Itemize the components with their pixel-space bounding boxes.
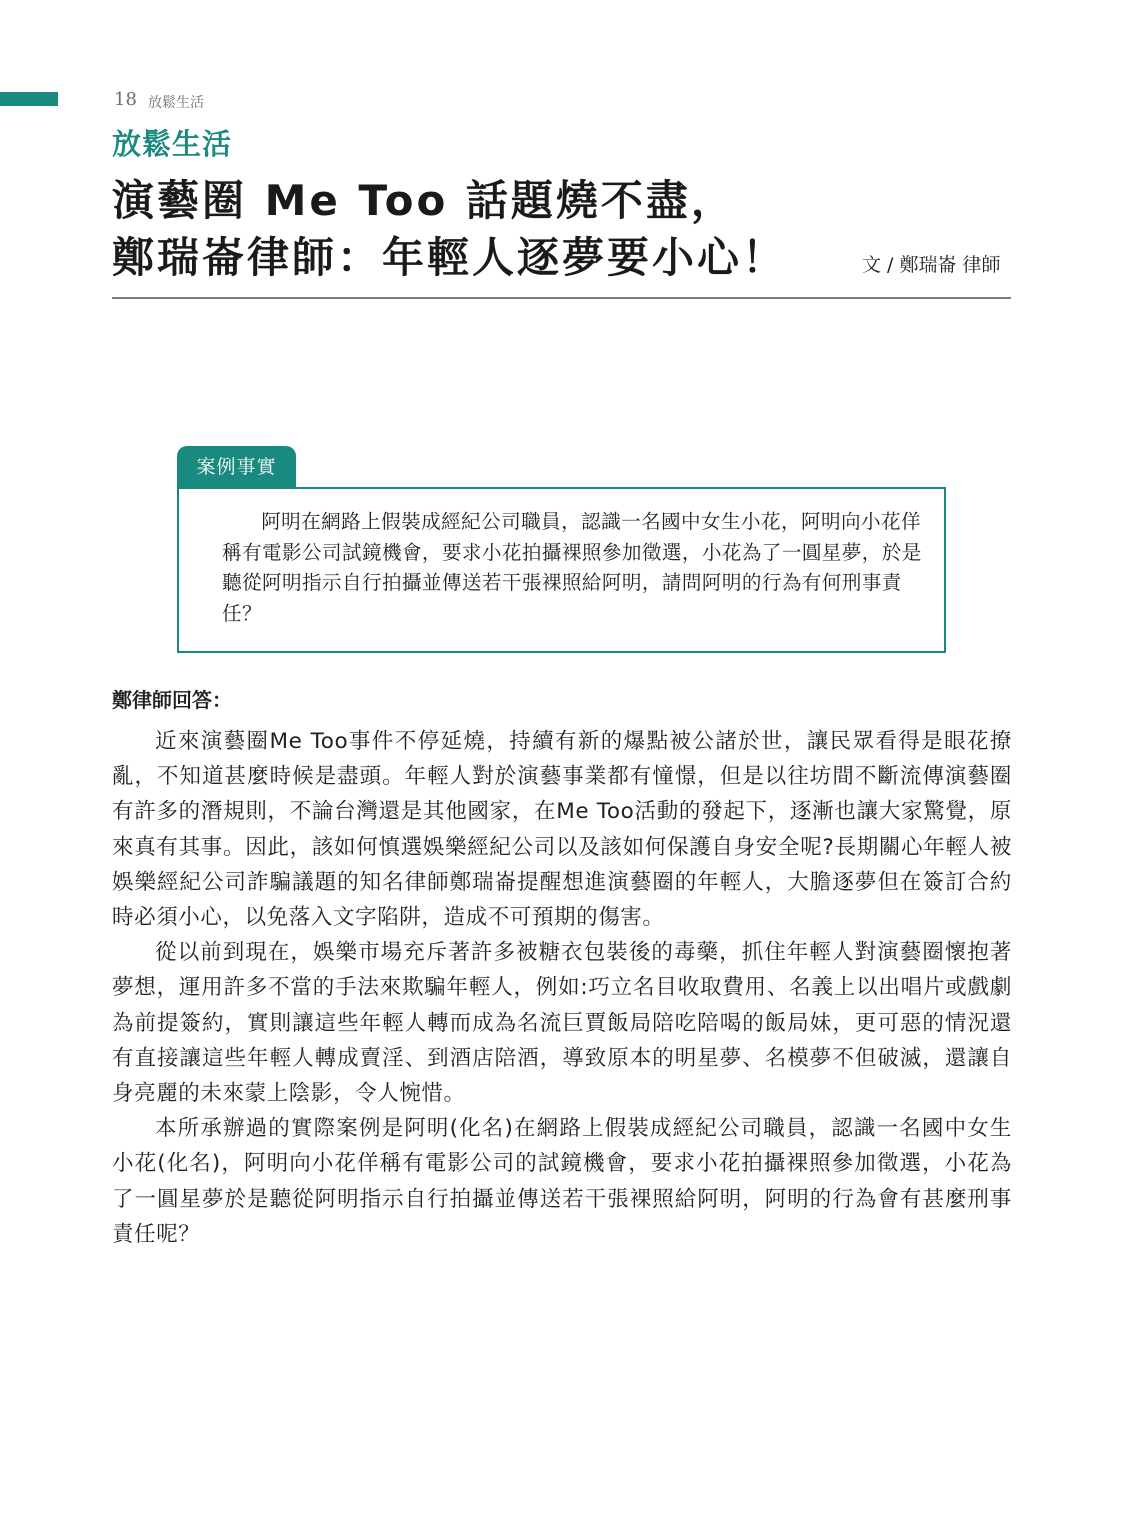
byline: 文 / 鄭瑞崙 律師 — [862, 254, 1001, 276]
case-facts-box — [177, 487, 946, 653]
body-paragraph-2: 從以前到現在，娛樂市場充斥著許多被糖衣包裝後的毒藥，抓住年輕人對演藝圈懷抱著夢想，運用許多不當的手法來欺騙年輕人，例如:巧立名目收取費用、名義上以出唱片或戲劇為前提簽約，實則讓這些年輕人轉而成為名流巨賈飯局陪吃陪喝的飯局妹，更可惡的情況還有直接讓這些年輕人轉成賣淫、到酒店陪酒，導致原本的明星夢、名模夢不但破滅，還讓自身亮麗的未來蒙上陰影，令人惋惜。 — [112, 940, 1012, 1107]
article-title — [112, 172, 787, 286]
title-divider — [112, 297, 1011, 299]
case-facts-text: 阿明在網路上假裝成經紀公司職員，認識一名國中女生小花，阿明向小花佯稱有電影公司試鏡機會，要求小花拍攝裸照參加徵選，小花為了一圓星夢，於是聽從阿明指示自行拍攝並傳送若干張裸照給阿明，請問阿明的行為有何刑事責任？ — [222, 510, 922, 625]
article-title-line-2: 鄭瑞崙律師：年輕人逐夢要小心！ — [112, 233, 788, 282]
answer-heading: 鄭律師回答： — [112, 688, 232, 712]
body-paragraph-3: 本所承辦過的實際案例是阿明(化名)在網路上假裝成經紀公司職員，認識一名國中女生小花(化名)，阿明向小花佯稱有電影公司的試鏡機會，要求小花拍攝裸照參加徵選，小花為了一圓星夢於是聽從阿明指示自行拍攝並傳送若干張裸照給阿明，阿明的行為會有甚麼刑事責任呢？ — [112, 1116, 1012, 1247]
accent-bar — [0, 92, 58, 106]
section-title: 放鬆生活 — [112, 127, 233, 161]
case-facts-tab: 案例事實 — [177, 446, 296, 488]
body-paragraph-1: 近來演藝圈Me Too事件不停延燒，持續有新的爆點被公諸於世，讓民眾看得是眼花撩亂，不知道甚麼時候是盡頭。年輕人對於演藝事業都有憧憬，但是以往坊間不斷流傳演藝圈有許多的潛規則，不論台灣還是其他國家，在Me Too活動的發起下，逐漸也讓大家驚覺，原來真有其事。因此，該如何慎選娛樂經紀公司以及該如何保護自身安全呢?長期關心年輕人被娛樂經紀公司詐騙議題的知名律師鄭瑞崙提醒想進演藝圈的年輕人，大膽逐夢但在簽訂合約時必須小心，以免落入文字陷阱，造成不可預期的傷害。 — [112, 729, 1012, 931]
article-body — [112, 724, 1012, 1252]
page-number: 18 — [114, 89, 137, 110]
article-title-line-1: 演藝圈 Me Too 話題燒不盡， — [112, 176, 736, 225]
running-header-section: 放鬆生活 — [148, 95, 204, 111]
